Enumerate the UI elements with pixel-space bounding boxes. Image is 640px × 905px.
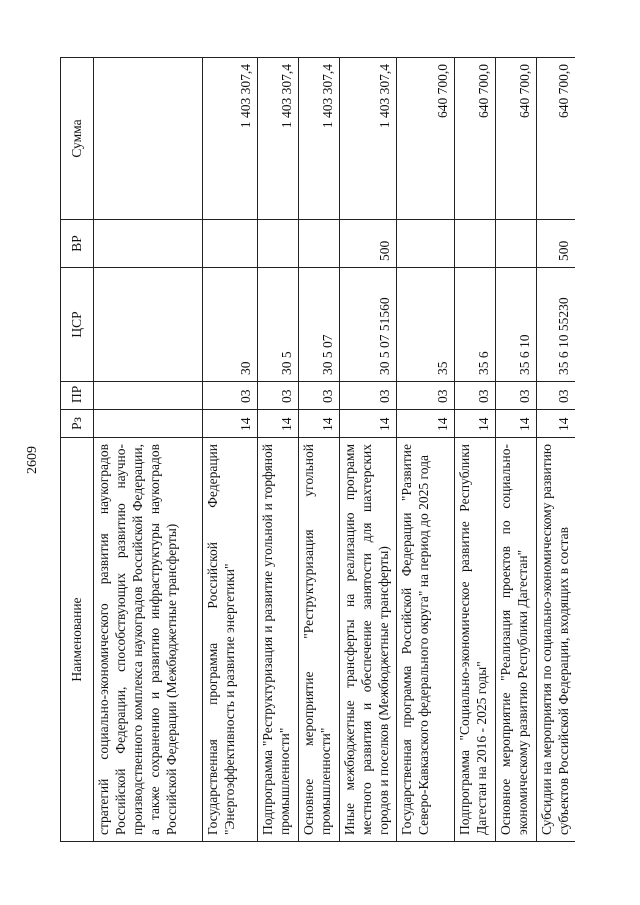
page-number: 2609	[25, 446, 40, 474]
table-header-row	[61, 58, 94, 842]
cell-sum: 640 700,0	[455, 58, 496, 220]
cell-vr	[94, 220, 203, 268]
cell-csr: 35	[397, 268, 455, 382]
header-rz: Рз	[61, 410, 94, 438]
cell-sum: 1 403 307,4	[299, 58, 340, 220]
cell-pr: 03	[397, 382, 455, 410]
cell-name: Подпрограмма "Реструктуризация и развитие угольной и торфяной промышленности"	[258, 438, 299, 842]
cell-name: Субсидии на мероприятия по социально-экономическому развитию субъектов Российской Федерации, входящих в состав	[537, 438, 575, 842]
cell-pr	[94, 382, 203, 410]
cell-csr: 35 6	[455, 268, 496, 382]
table-row	[94, 58, 203, 842]
cell-csr: 30 5 07 51560	[340, 268, 397, 382]
cell-sum: 640 700,0	[496, 58, 537, 220]
header-sum: Сумма	[61, 58, 94, 220]
cell-name: Подпрограмма "Социально-экономическое развитие Республики Дагестан на 2016 - 2025 годы"	[455, 438, 496, 842]
budget-table	[60, 57, 575, 842]
cell-sum	[94, 58, 203, 220]
cell-pr: 03	[299, 382, 340, 410]
cell-rz: 14	[537, 410, 575, 438]
header-vr: ВР	[61, 220, 94, 268]
budget-table-container	[60, 58, 600, 842]
cell-rz: 14	[455, 410, 496, 438]
cell-csr: 30 5	[258, 268, 299, 382]
header-pr: ПР	[61, 382, 94, 410]
cell-name: Государственная программа Российской Федерации "Энергоэффективность и развитие энергетики"	[203, 438, 258, 842]
cell-name: Иные межбюджетные трансферты на реализацию программ местного развития и обеспечение занятости для шахтерских городов и поселков (Межбюджетные трансферты)	[340, 438, 397, 842]
cell-vr	[299, 220, 340, 268]
cell-vr	[258, 220, 299, 268]
cell-vr: 500	[340, 220, 397, 268]
table-row	[455, 58, 496, 842]
table-row	[299, 58, 340, 842]
cell-rz: 14	[340, 410, 397, 438]
cell-csr: 30	[203, 268, 258, 382]
cell-vr	[397, 220, 455, 268]
cell-pr: 03	[340, 382, 397, 410]
cell-csr: 35 6 10 55230	[537, 268, 575, 382]
cell-rz: 14	[299, 410, 340, 438]
table-row	[203, 58, 258, 842]
cell-rz: 14	[496, 410, 537, 438]
cell-pr: 03	[537, 382, 575, 410]
header-csr: ЦСР	[61, 268, 94, 382]
cell-name: Государственная программа Российской Федерации "Развитие Северо-Кавказского федерального округа" на период до 2025 года	[397, 438, 455, 842]
cell-csr	[94, 268, 203, 382]
table-row	[340, 58, 397, 842]
cell-sum: 1 403 307,4	[340, 58, 397, 220]
cell-sum: 640 700,0	[397, 58, 455, 220]
cell-sum: 1 403 307,4	[203, 58, 258, 220]
cell-name: Основное мероприятие "Реструктуризация угольной промышленности"	[299, 438, 340, 842]
cell-rz: 14	[397, 410, 455, 438]
cell-csr: 30 5 07	[299, 268, 340, 382]
cell-pr: 03	[455, 382, 496, 410]
cell-sum: 1 403 307,4	[258, 58, 299, 220]
cell-vr	[203, 220, 258, 268]
table-row	[537, 58, 575, 842]
cell-rz: 14	[203, 410, 258, 438]
cell-pr: 03	[203, 382, 258, 410]
cell-vr: 500	[537, 220, 575, 268]
table-row	[496, 58, 537, 842]
cell-name: Основное мероприятие "Реализация проектов по социально-экономическому развитию Республики Дагестан"	[496, 438, 537, 842]
header-name: Наименование	[61, 438, 94, 842]
cell-rz: 14	[258, 410, 299, 438]
table-row	[258, 58, 299, 842]
cell-csr: 35 6 10	[496, 268, 537, 382]
cell-pr: 03	[496, 382, 537, 410]
cell-rz	[94, 410, 203, 438]
cell-vr	[496, 220, 537, 268]
cell-name: стратегий социально-экономического развития наукоградов Российской Федерации, способствующих развитию научно-производственного комплекса наукоградов Российской Федерации, а также сохранению и развитию инфраструктуры наукоградов Российской Федерации (Межбюджетные трансферты)	[94, 438, 203, 842]
cell-sum: 640 700,0	[537, 58, 575, 220]
cell-pr: 03	[258, 382, 299, 410]
table-row	[397, 58, 455, 842]
cell-vr	[455, 220, 496, 268]
